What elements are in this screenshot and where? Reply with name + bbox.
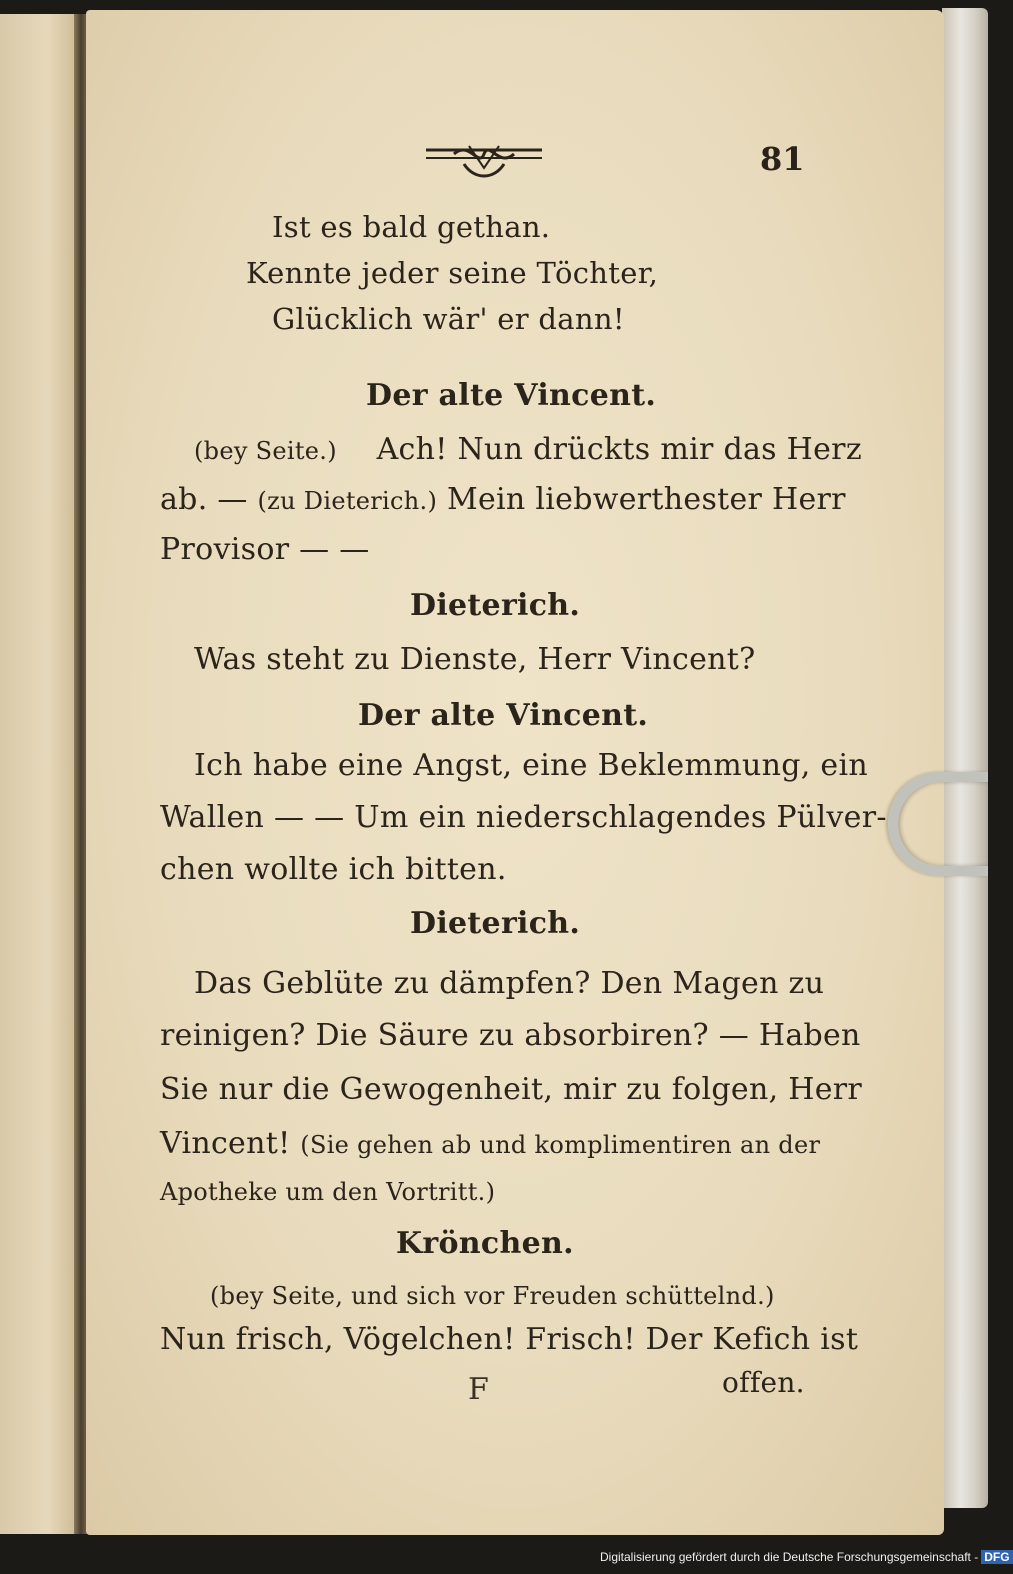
- footer-text: Digitalisierung gefördert durch die Deutsche Forschungsgemeinschaft -: [600, 1550, 979, 1564]
- dialogue-line: Provisor — —: [160, 532, 370, 567]
- page-clip: [888, 772, 988, 876]
- stage-direction: (Sie gehen ab und komplimentiren an der: [300, 1131, 821, 1159]
- dialogue-line: [160, 1126, 820, 1161]
- dialogue-line: Ich habe eine Angst, eine Beklemmung, ein: [194, 748, 868, 783]
- stage-direction: Apotheke um den Vortritt.): [160, 1178, 496, 1206]
- dialogue-line: Wallen — — Um ein niederschlagendes Pülver-: [160, 800, 887, 835]
- dialogue-line: Das Geblüte zu dämpfen? Den Magen zu: [194, 966, 825, 1001]
- dialogue-text: Mein liebwerthester Herr: [446, 482, 846, 517]
- dialogue-text: Ach! Nun drückts mir das Herz: [376, 432, 862, 467]
- dialogue-line: chen wollte ich bitten.: [160, 852, 507, 887]
- stage-direction: (zu Dieterich.): [257, 487, 438, 515]
- dialogue-line: Nun frisch, Vögelchen! Frisch! Der Kefich ist: [160, 1322, 859, 1357]
- footer-credit: [600, 1550, 1013, 1564]
- speaker-name: Dieterich.: [410, 906, 581, 941]
- verse-line: Kennte jeder seine Töchter,: [246, 256, 659, 290]
- speaker-name: Krönchen.: [396, 1226, 574, 1261]
- page-number: 81: [760, 140, 805, 178]
- dialogue-line: Was steht zu Dienste, Herr Vincent?: [194, 642, 756, 677]
- dfg-logo: DFG: [981, 1550, 1012, 1564]
- dialogue-text: ab. —: [160, 482, 248, 517]
- speaker-name: Der alte Vincent.: [366, 378, 657, 413]
- signature-mark: F: [468, 1372, 490, 1407]
- dialogue-text: Vincent!: [160, 1126, 291, 1161]
- speaker-name: Dieterich.: [410, 588, 581, 623]
- dialogue-line: [160, 482, 846, 517]
- stage-direction: (bey Seite, und sich vor Freuden schüttelnd.): [210, 1282, 775, 1310]
- ornament-icon: [424, 138, 544, 182]
- verse-line: Ist es bald gethan.: [272, 210, 551, 244]
- page-edge: [942, 8, 988, 1508]
- dialogue-line: Sie nur die Gewogenheit, mir zu folgen, Herr: [160, 1072, 863, 1107]
- facing-page: [0, 14, 80, 1534]
- verse-line: Glücklich wär' er dann!: [272, 302, 625, 336]
- dialogue-line: [194, 432, 862, 467]
- speaker-name: Der alte Vincent.: [358, 698, 649, 733]
- stage-direction: (bey Seite.): [194, 437, 337, 465]
- dialogue-line: reinigen? Die Säure zu absorbiren? — Haben: [160, 1018, 861, 1053]
- catchword: offen.: [722, 1366, 805, 1399]
